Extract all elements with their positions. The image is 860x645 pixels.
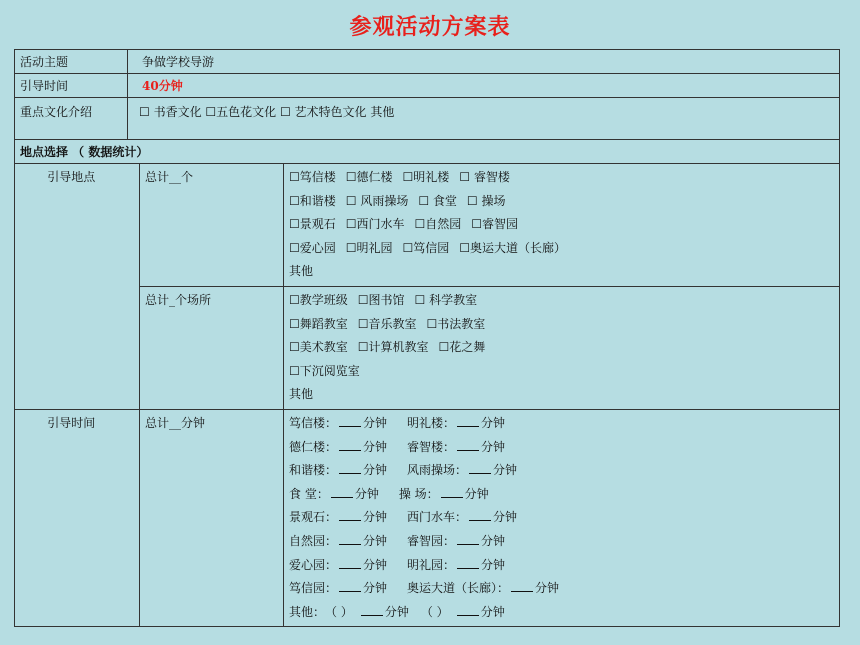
- time-entry: [289, 506, 387, 530]
- time-entry: [289, 530, 387, 554]
- time-entry-place: 明礼楼：: [407, 415, 456, 430]
- time-entry-place: 自然园：: [289, 533, 338, 548]
- row-section: [15, 140, 840, 164]
- time-entry: [289, 436, 387, 460]
- time-entry: [407, 436, 505, 460]
- places-option[interactable]: ☐自然园: [414, 217, 462, 232]
- rooms-option[interactable]: ☐美术教室: [289, 340, 348, 355]
- guide-time-entries: [284, 409, 840, 626]
- time-entry: [407, 554, 505, 578]
- time-entry-blank[interactable]: [339, 414, 361, 427]
- places-option[interactable]: ☐笃信园: [402, 240, 450, 255]
- time-entry: [407, 530, 505, 554]
- places-option[interactable]: ☐睿智园: [471, 217, 519, 232]
- theme-label: 活动主题: [15, 50, 128, 74]
- time-entry: [407, 412, 505, 436]
- time-entry-blank[interactable]: [441, 485, 463, 498]
- places-option[interactable]: ☐西门水车: [345, 217, 405, 232]
- time-entry-place: 德仁楼：: [289, 439, 338, 454]
- places-line: [289, 190, 834, 214]
- time-entry-blank[interactable]: [457, 414, 479, 427]
- page-title: 参观活动方案表: [349, 15, 511, 40]
- time-entry-blank[interactable]: [511, 579, 533, 592]
- places-option[interactable]: ☐ 睿智楼: [459, 170, 510, 184]
- time-entry-place: 睿智楼：: [407, 439, 456, 454]
- time-entry-unit: 分钟: [481, 439, 506, 454]
- time-entry-line: [289, 506, 834, 530]
- time-entry-unit: 分钟: [363, 510, 388, 525]
- time-entry-line: [289, 554, 834, 578]
- time-entry-place: 食 堂：: [289, 486, 329, 501]
- culture-label: 重点文化介绍: [15, 98, 128, 140]
- places-option[interactable]: ☐明礼楼: [402, 170, 450, 184]
- time-entry-blank[interactable]: [339, 532, 361, 545]
- time-entry-blank[interactable]: [339, 579, 361, 592]
- row-time: [15, 74, 840, 98]
- time-entry-unit: 分钟: [363, 439, 388, 454]
- time-entry-place: 明礼园：: [407, 557, 456, 572]
- time-entry-blank[interactable]: [457, 556, 479, 569]
- places-option[interactable]: ☐景观石: [289, 217, 336, 232]
- time-entry-blank[interactable]: [457, 532, 479, 545]
- rooms-option[interactable]: ☐图书馆: [357, 292, 405, 307]
- places-option[interactable]: ☐明礼园: [345, 240, 393, 255]
- time-entry: [289, 554, 387, 578]
- time-entry-unit: 分钟: [363, 463, 388, 478]
- time-entry-blank[interactable]: [469, 461, 491, 474]
- time-entry-unit: 分钟: [464, 486, 489, 501]
- time-entry: [289, 412, 387, 436]
- time-entry-blank[interactable]: [339, 461, 361, 474]
- time-entry-blank[interactable]: [331, 485, 353, 498]
- time-entry-place: 笃信园：: [289, 581, 338, 596]
- time-entry-line: [289, 436, 834, 460]
- rooms-options: [284, 286, 840, 409]
- places-option[interactable]: ☐奥运大道（长廊）: [459, 240, 567, 255]
- places-line: [289, 166, 834, 190]
- time-entry-unit: 分钟: [481, 415, 506, 430]
- places-option[interactable]: ☐ 风雨操场: [345, 193, 409, 208]
- time-entry-place: 景观石：: [289, 510, 338, 525]
- theme-value: 争做学校导游: [128, 50, 840, 74]
- culture-value: ☐ 书香文化 ☐五色花文化 ☐ 艺术特色文化 其他: [128, 98, 840, 140]
- places-option: 其他: [289, 264, 314, 279]
- places-total: 总计__个: [140, 164, 284, 287]
- time-entry-unit: 分钟: [363, 557, 388, 572]
- time-entry-place: 奥运大道（长廊）：: [407, 581, 510, 596]
- rooms-line: [289, 360, 834, 384]
- time-value: 40分钟: [128, 74, 840, 98]
- time-entry-place: 和谐楼：: [289, 463, 338, 478]
- time-entry-other-line: [289, 601, 834, 625]
- time-entry-blank[interactable]: [457, 603, 479, 616]
- time-entry: [289, 483, 379, 507]
- rooms-line: [289, 289, 834, 313]
- time-entry-blank[interactable]: [339, 508, 361, 521]
- time-entry-other-label: 其他：: [289, 604, 326, 619]
- row-theme: [15, 50, 840, 74]
- places-option[interactable]: ☐爱心园: [289, 240, 336, 255]
- time-entry-line: [289, 577, 834, 601]
- time-label: 引导时间: [15, 74, 128, 98]
- rooms-line: [289, 383, 834, 407]
- row-places: [15, 164, 840, 287]
- time-entry-blank[interactable]: [339, 438, 361, 451]
- time-entry-place: 操 场：: [398, 486, 439, 501]
- places-option[interactable]: ☐和谐楼: [289, 193, 336, 208]
- time-entry-unit: 分钟: [481, 533, 506, 548]
- time-entry-unit: 分钟: [384, 604, 409, 619]
- rooms-line: [289, 336, 834, 360]
- time-entry-blank[interactable]: [339, 556, 361, 569]
- row-culture: [15, 98, 840, 140]
- places-option[interactable]: ☐笃信楼: [289, 170, 336, 184]
- time-entry: [407, 577, 559, 601]
- time-entry: [407, 506, 517, 530]
- rooms-total: 总计_个场所: [140, 286, 284, 409]
- rooms-option[interactable]: ☐计算机教室: [357, 340, 429, 355]
- activity-plan-table: [14, 49, 840, 627]
- time-entry-place: 风雨操场：: [407, 463, 468, 478]
- places-option[interactable]: ☐ 操场: [466, 193, 506, 208]
- time-entry-place: 睿智园：: [407, 533, 456, 548]
- rooms-option[interactable]: ☐教学班级: [289, 292, 348, 307]
- time-entry-blank[interactable]: [469, 508, 491, 521]
- section-label: 地点选择 （ 数据统计）: [15, 140, 840, 164]
- time-entry-line: [289, 412, 834, 436]
- time-entry-unit: 分钟: [363, 415, 388, 430]
- places-option[interactable]: ☐德仁楼: [345, 170, 393, 184]
- time-entry-unit: 分钟: [493, 510, 518, 525]
- time-entry-unit: 分钟: [363, 533, 388, 548]
- places-options: [284, 164, 840, 287]
- time-entry-blank[interactable]: [361, 603, 383, 616]
- time-entry-unit: 分钟: [480, 604, 505, 619]
- places-option[interactable]: ☐ 食堂: [418, 193, 457, 208]
- time-entry-blank[interactable]: [457, 438, 479, 451]
- time-entry-place: 爱心园：: [289, 557, 338, 572]
- rooms-option[interactable]: ☐书法教室: [426, 316, 486, 331]
- guide-time-total: 总计__分钟: [140, 409, 284, 626]
- rooms-option[interactable]: ☐下沉阅览室: [289, 363, 360, 378]
- time-entry-other-paren[interactable]: （ ）: [331, 604, 353, 619]
- places-line: [289, 237, 834, 261]
- row-guide-time: [15, 409, 840, 626]
- rooms-option[interactable]: ☐音乐教室: [357, 316, 417, 331]
- time-entry-unit: 分钟: [363, 581, 388, 596]
- rooms-line: [289, 313, 834, 337]
- time-entry-place: 西门水车：: [407, 510, 468, 525]
- places-line: [289, 213, 834, 237]
- time-entry-unit: 分钟: [535, 581, 560, 596]
- time-entry-unit: 分钟: [493, 463, 518, 478]
- time-entry: [289, 459, 387, 483]
- time-entry-line: [289, 459, 834, 483]
- time-entry-line: [289, 530, 834, 554]
- guide-time-label: 引导时间: [15, 409, 128, 626]
- rooms-option[interactable]: ☐花之舞: [438, 340, 486, 355]
- time-entry-unit: 分钟: [354, 486, 379, 501]
- rooms-option[interactable]: ☐舞蹈教室: [289, 316, 348, 331]
- time-entry-place: 笃信楼：: [289, 415, 338, 430]
- rooms-option[interactable]: ☐ 科学教室: [414, 292, 478, 307]
- time-entry-other-paren[interactable]: （ ）: [420, 604, 449, 619]
- time-entry: [407, 459, 517, 483]
- places-label: 引导地点: [15, 164, 128, 410]
- places-line: [289, 260, 834, 284]
- time-entry-unit: 分钟: [481, 557, 506, 572]
- rooms-option: 其他: [289, 387, 314, 402]
- time-entry-line: [289, 483, 834, 507]
- time-entry: [289, 577, 387, 601]
- time-entry: [399, 483, 489, 507]
